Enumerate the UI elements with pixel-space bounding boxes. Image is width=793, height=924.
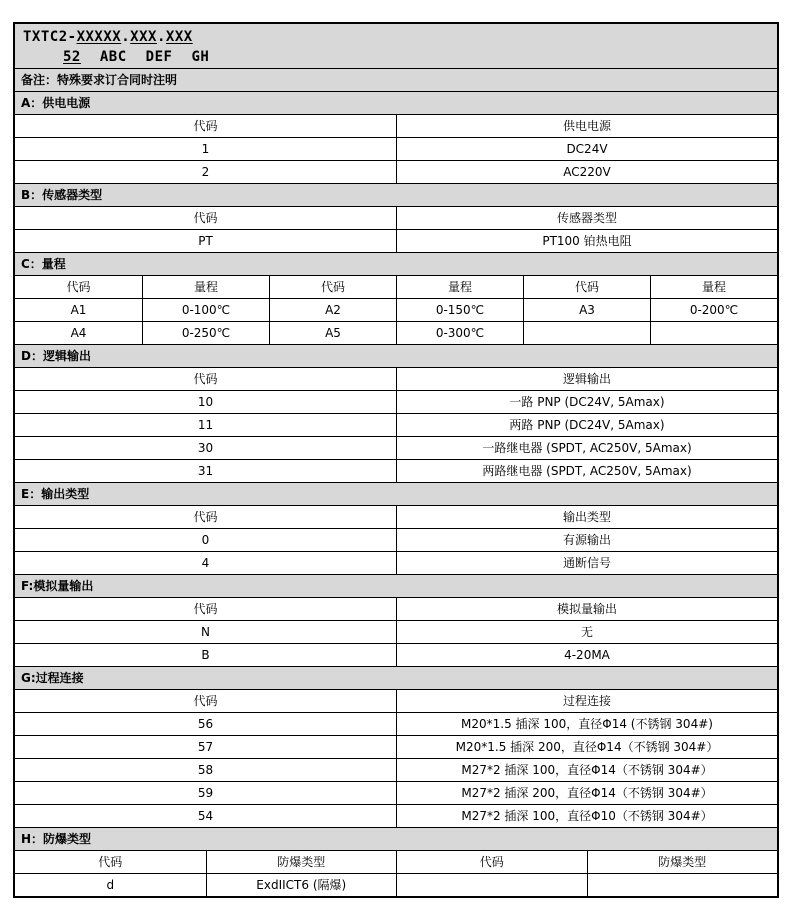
section-g-row-2 — [15, 735, 777, 758]
section-g-cell-2-0: 57 — [197, 740, 214, 754]
section-a-row-2 — [15, 160, 777, 183]
section-f-cell-2-0: B — [201, 648, 210, 662]
section-d-cell-2-0: 11 — [197, 418, 214, 432]
model-code-line-1 — [23, 27, 777, 47]
section-b-header: B：传感器类型 — [15, 183, 777, 206]
section-h-row-0 — [15, 850, 777, 873]
section-c-cell-2-3: 0-300℃ — [396, 322, 523, 344]
section-d-row-4 — [15, 459, 777, 482]
section-b-row-1 — [15, 229, 777, 252]
model-code-block — [15, 24, 777, 68]
section-c-row-1 — [15, 298, 777, 321]
section-c-cell-1-2: A2 — [269, 299, 396, 321]
section-f-row-2 — [15, 643, 777, 666]
section-e-row-1 — [15, 528, 777, 551]
section-c-cell-0-3: 量程 — [396, 276, 523, 298]
section-h-cell-1-2 — [396, 874, 587, 896]
section-c-cell-0-4: 代码 — [523, 276, 650, 298]
section-f-cell-1-1: 无 — [396, 621, 777, 643]
section-c-cell-1-0: A1 — [70, 303, 87, 317]
section-c-cell-2-5 — [650, 322, 777, 344]
section-d-cell-2-1: 两路 PNP (DC24V, 5Amax) — [396, 414, 777, 436]
code-position-abc: ABC — [99, 49, 127, 65]
section-b-cell-0-1: 传感器类型 — [396, 207, 777, 229]
section-h-cell-0-0: 代码 — [98, 855, 123, 869]
section-d-cell-4-1: 两路继电器 (SPDT, AC250V, 5Amax) — [396, 460, 777, 482]
section-g-cell-1-0: 56 — [197, 717, 214, 731]
section-d-cell-4-0: 31 — [197, 464, 214, 478]
section-c-cell-1-5: 0-200℃ — [650, 299, 777, 321]
section-a-cell-1-0: 1 — [201, 142, 210, 156]
model-code-line-2 — [23, 47, 777, 67]
code-position-52: 52 — [63, 49, 81, 65]
section-g-cell-1-1: M20*1.5 插深 100，直径Φ14 (不锈钢 304#) — [396, 713, 777, 735]
section-b-row-0 — [15, 206, 777, 229]
section-g-row-0 — [15, 689, 777, 712]
section-d-row-2 — [15, 413, 777, 436]
section-c-cell-0-5: 量程 — [650, 276, 777, 298]
section-c-cell-1-1: 0-100℃ — [142, 299, 269, 321]
section-a-cell-2-1: AC220V — [396, 161, 777, 183]
section-c-row-0 — [15, 275, 777, 298]
section-g-cell-4-0: 59 — [197, 786, 214, 800]
section-a-cell-0-1: 供电电源 — [396, 115, 777, 137]
section-a-row-1 — [15, 137, 777, 160]
section-c-cell-2-1: 0-250℃ — [142, 322, 269, 344]
model-separator-2: . — [156, 29, 166, 45]
section-f-cell-2-1: 4-20MA — [396, 644, 777, 666]
section-g-row-3 — [15, 758, 777, 781]
section-d-header: D：逻辑输出 — [15, 344, 777, 367]
section-d-cell-1-0: 10 — [197, 395, 214, 409]
section-b-cell-1-1: PT100 铂热电阻 — [396, 230, 777, 252]
section-c-cell-2-0: A4 — [70, 326, 87, 340]
note-row: 备注：特殊要求订合同时注明 — [15, 68, 777, 91]
section-e-cell-2-0: 4 — [201, 556, 210, 570]
section-e-header: E：输出类型 — [15, 482, 777, 505]
section-c-cell-1-4: A3 — [523, 299, 650, 321]
section-f-cell-1-0: N — [201, 625, 210, 639]
section-a-cell-1-1: DC24V — [396, 138, 777, 160]
model-segment-1: XXXXX — [76, 29, 122, 45]
section-b-cell-1-0: PT — [198, 234, 213, 248]
section-h-cell-0-3: 防爆类型 — [587, 851, 778, 873]
section-b-cell-0-0: 代码 — [193, 211, 218, 225]
model-segment-2: XXX — [130, 29, 157, 45]
model-prefix: TXTC2- — [23, 29, 77, 45]
section-d-cell-0-1: 逻辑输出 — [396, 368, 777, 390]
section-d-row-0 — [15, 367, 777, 390]
section-g-header: G:过程连接 — [15, 666, 777, 689]
section-a-row-0 — [15, 114, 777, 137]
section-g-cell-4-1: M27*2 插深 200，直径Φ14（不锈钢 304#） — [396, 782, 777, 804]
section-g-cell-3-1: M27*2 插深 100，直径Φ14（不锈钢 304#） — [396, 759, 777, 781]
section-h-cell-1-3 — [587, 874, 778, 896]
section-g-row-4 — [15, 781, 777, 804]
section-e-cell-1-0: 0 — [201, 533, 210, 547]
section-h-cell-1-1: ExdIICT6 (隔爆) — [206, 874, 397, 896]
section-f-cell-0-0: 代码 — [193, 602, 218, 616]
section-g-row-5 — [15, 804, 777, 827]
section-d-cell-3-1: 一路继电器 (SPDT, AC250V, 5Amax) — [396, 437, 777, 459]
section-f-cell-0-1: 模拟量输出 — [396, 598, 777, 620]
section-c-header: C：量程 — [15, 252, 777, 275]
section-g-cell-5-1: M27*2 插深 100，直径Φ10（不锈钢 304#） — [396, 805, 777, 827]
section-h-cell-0-2: 代码 — [396, 851, 587, 873]
section-c-cell-2-4 — [523, 322, 650, 344]
section-d-cell-3-0: 30 — [197, 441, 214, 455]
section-h-header: H：防爆类型 — [15, 827, 777, 850]
section-e-row-0 — [15, 505, 777, 528]
section-d-row-1 — [15, 390, 777, 413]
section-a-cell-0-0: 代码 — [193, 119, 218, 133]
section-h-cell-0-1: 防爆类型 — [206, 851, 397, 873]
section-h-row-1 — [15, 873, 777, 896]
section-e-cell-1-1: 有源输出 — [396, 529, 777, 551]
section-g-row-1 — [15, 712, 777, 735]
model-separator-1: . — [121, 29, 131, 45]
sections-container — [15, 91, 777, 896]
section-c-row-2 — [15, 321, 777, 344]
section-c-cell-0-1: 量程 — [142, 276, 269, 298]
section-e-row-2 — [15, 551, 777, 574]
code-position-gh: GH — [191, 49, 210, 65]
section-e-cell-0-0: 代码 — [193, 510, 218, 524]
section-e-cell-0-1: 输出类型 — [396, 506, 777, 528]
section-a-header: A：供电电源 — [15, 91, 777, 114]
section-a-cell-2-0: 2 — [201, 165, 210, 179]
section-e-cell-2-1: 通断信号 — [396, 552, 777, 574]
section-f-row-0 — [15, 597, 777, 620]
section-g-cell-3-0: 58 — [197, 763, 214, 777]
section-g-cell-2-1: M20*1.5 插深 200，直径Φ14（不锈钢 304#） — [396, 736, 777, 758]
section-c-cell-1-3: 0-150℃ — [396, 299, 523, 321]
section-g-cell-0-0: 代码 — [193, 694, 218, 708]
section-c-cell-0-2: 代码 — [269, 276, 396, 298]
section-d-cell-1-1: 一路 PNP (DC24V, 5Amax) — [396, 391, 777, 413]
section-c-cell-0-0: 代码 — [66, 280, 91, 294]
section-h-cell-1-0: d — [106, 878, 115, 892]
section-g-cell-5-0: 54 — [197, 809, 214, 823]
section-g-cell-0-1: 过程连接 — [396, 690, 777, 712]
section-f-header: F:模拟量输出 — [15, 574, 777, 597]
code-position-def: DEF — [145, 49, 173, 65]
section-d-cell-0-0: 代码 — [193, 372, 218, 386]
section-d-row-3 — [15, 436, 777, 459]
spec-table — [13, 22, 779, 898]
section-c-cell-2-2: A5 — [269, 322, 396, 344]
section-f-row-1 — [15, 620, 777, 643]
model-segment-3: XXX — [165, 29, 193, 45]
